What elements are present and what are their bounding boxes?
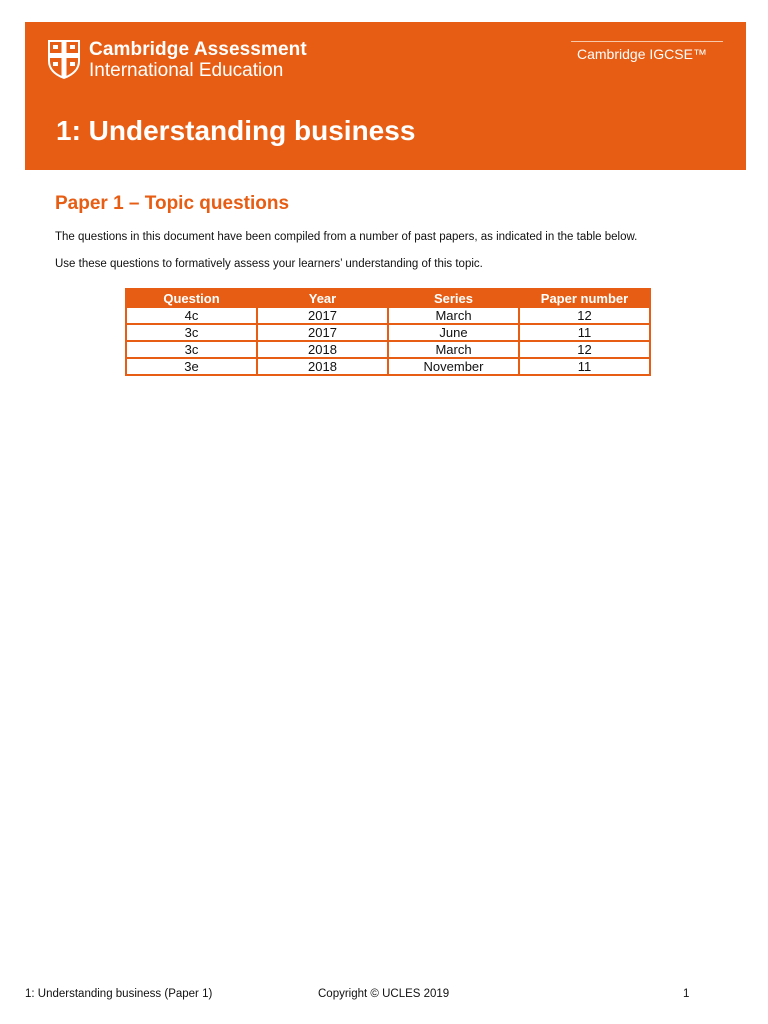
- table-row: [126, 324, 650, 341]
- table-header-row: [126, 289, 650, 307]
- column-header-question: Question: [126, 289, 257, 307]
- cell-paper-number: 11: [519, 358, 650, 375]
- footer-copyright: Copyright © UCLES 2019: [318, 988, 450, 1000]
- divider: [571, 41, 723, 42]
- cambridge-shield-icon: [47, 39, 81, 79]
- page-title: 1: Understanding business: [56, 115, 416, 146]
- cell-question: 4c: [126, 307, 257, 324]
- section-heading: Paper 1 – Topic questions: [55, 193, 290, 214]
- qualification-label: Cambridge IGCSE™: [577, 46, 707, 62]
- cell-year: 2018: [257, 341, 388, 358]
- cell-series: November: [388, 358, 519, 375]
- cell-year: 2018: [257, 358, 388, 375]
- org-name-line2: International Education: [89, 60, 284, 81]
- usage-paragraph: Use these questions to formatively assess your learners’ understanding of this topic.: [55, 258, 483, 270]
- past-papers-table: [125, 288, 651, 376]
- cell-series: March: [388, 307, 519, 324]
- cell-series: June: [388, 324, 519, 341]
- cell-question: 3e: [126, 358, 257, 375]
- intro-paragraph: The questions in this document have been compiled from a number of past papers, as indicated in the table below.: [55, 231, 638, 243]
- org-name-line1: Cambridge Assessment: [89, 39, 307, 60]
- cell-question: 3c: [126, 324, 257, 341]
- footer-document-title: 1: Understanding business (Paper 1): [25, 988, 213, 1000]
- column-header-series: Series: [388, 289, 519, 307]
- cell-paper-number: 12: [519, 307, 650, 324]
- cell-question: 3c: [126, 341, 257, 358]
- cell-paper-number: 11: [519, 324, 650, 341]
- header-banner: [25, 22, 746, 170]
- cell-series: March: [388, 341, 519, 358]
- org-logo: [47, 39, 307, 81]
- table-row: [126, 358, 650, 375]
- column-header-paper-number: Paper number: [519, 289, 650, 307]
- cell-paper-number: 12: [519, 341, 650, 358]
- cell-year: 2017: [257, 324, 388, 341]
- table-row: [126, 341, 650, 358]
- table-row: [126, 307, 650, 324]
- cell-year: 2017: [257, 307, 388, 324]
- column-header-year: Year: [257, 289, 388, 307]
- footer-page-number: 1: [683, 988, 690, 1000]
